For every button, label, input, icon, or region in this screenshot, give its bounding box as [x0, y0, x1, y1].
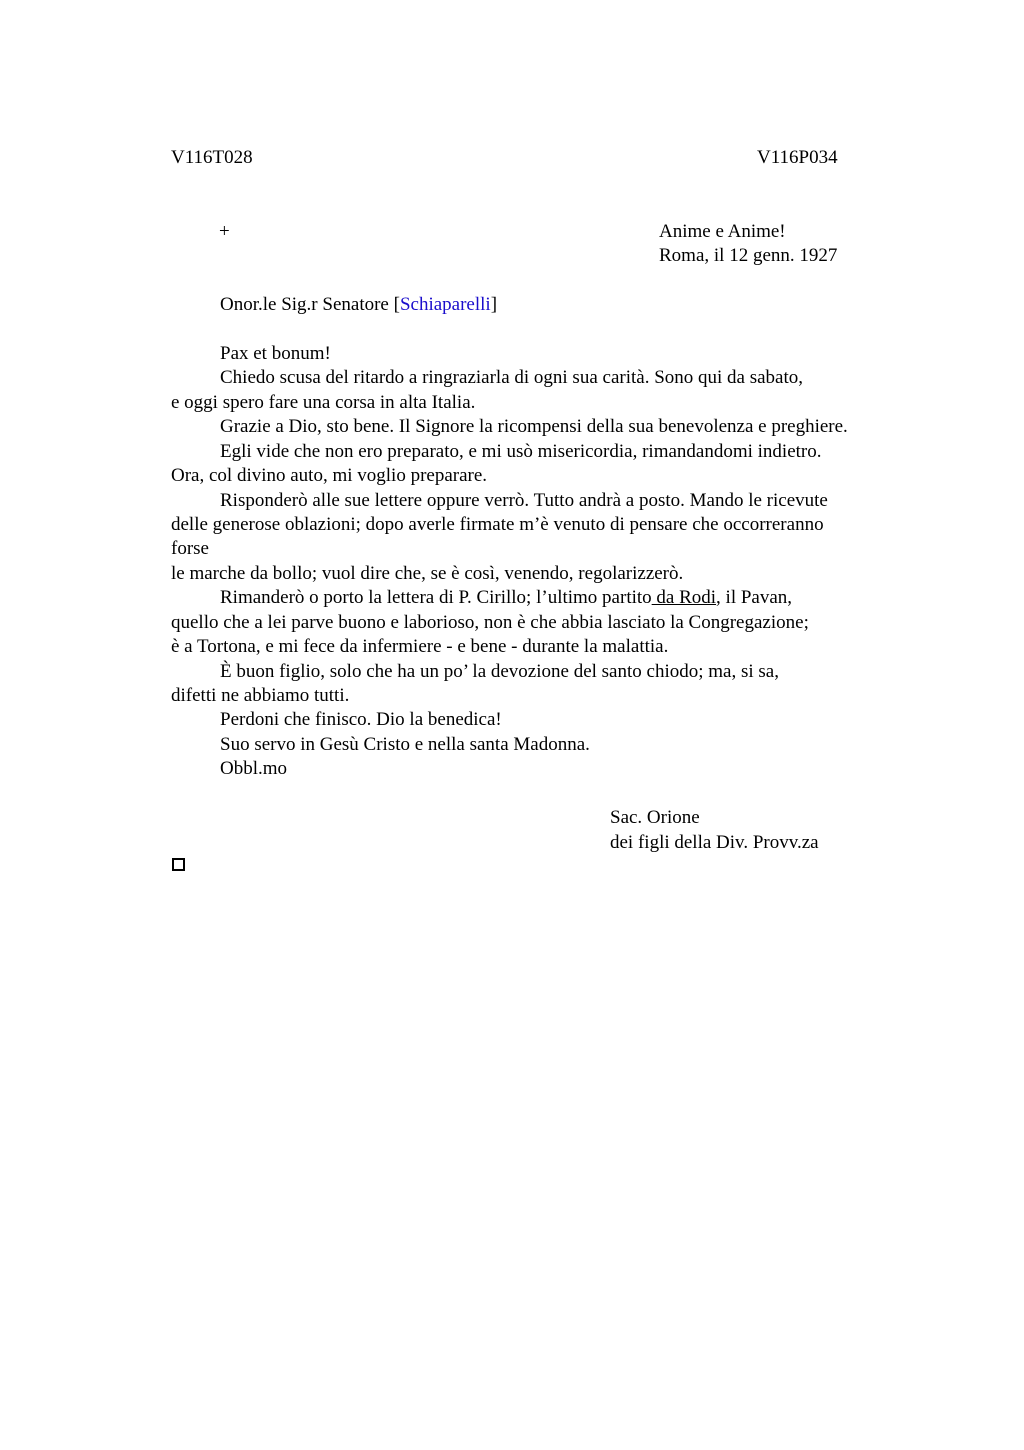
signature-name: Sac. Orione	[610, 807, 700, 828]
document-code-left: V116T028	[171, 147, 253, 168]
body-line: difetti ne abbiamo tutti.	[171, 685, 350, 706]
body-line: le marche da bollo; vuol dire che, se è così, venendo, regolarizzerò.	[171, 563, 684, 584]
body-line-text: Rimanderò o porto la lettera di P. Cirillo; l’ultimo partito	[220, 587, 652, 608]
body-line: Grazie a Dio, sto bene. Il Signore la ricompensi della sua benevolenza e preghiere.	[220, 416, 848, 437]
end-mark-box-icon	[172, 858, 185, 871]
body-line: è a Tortona, e mi fece da infermiere - e bene - durante la malattia.	[171, 636, 669, 657]
body-line: Pax et bonum!	[220, 343, 331, 364]
salutation-suffix: ]	[490, 294, 498, 315]
body-line: Perdoni che finisco. Dio la benedica!	[220, 709, 502, 730]
body-line: Ora, col divino auto, mi voglio preparare.	[171, 465, 488, 486]
underlined-place: da Rodi	[651, 587, 717, 608]
body-line: Suo servo in Gesù Cristo e nella santa Madonna.	[220, 734, 590, 755]
body-line: Chiedo scusa del ritardo a ringraziarla di ogni sua carità. Sono qui da sabato,	[220, 367, 804, 388]
signature-title: dei figli della Div. Provv.za	[610, 832, 819, 853]
body-line: delle generose oblazioni; dopo averle firmate m’è venuto di pensare che occorreranno	[171, 514, 824, 535]
document-code-right: V116P034	[757, 147, 838, 168]
body-line	[220, 586, 792, 610]
cross-mark: +	[219, 221, 230, 242]
body-line: forse	[171, 538, 209, 559]
closing: Obbl.mo	[220, 758, 288, 779]
body-line: È buon figlio, solo che ha un po’ la devozione del santo chiodo; ma, si sa,	[220, 661, 779, 682]
body-line: Risponderò alle sue lettere oppure verrò. Tutto andrà a posto. Mando le ricevute	[220, 490, 828, 511]
body-line: Egli vide che non ero preparato, e mi usò misericordia, rimandandomi indietro.	[220, 441, 822, 462]
body-line: quello che a lei parve buono e laborioso, non è che abbia lasciato la Congregazione;	[171, 612, 809, 633]
salutation-prefix: Onor.le Sig.r Senatore [	[220, 294, 400, 315]
body-line: e oggi spero fare una corsa in alta Italia.	[171, 392, 476, 413]
motto: Anime e Anime!	[659, 221, 786, 242]
place-date: Roma, il 12 genn. 1927	[659, 245, 838, 266]
senator-name-link[interactable]: Schiaparelli	[399, 294, 491, 315]
salutation	[220, 293, 497, 317]
body-line-text: , il Pavan,	[716, 587, 793, 608]
